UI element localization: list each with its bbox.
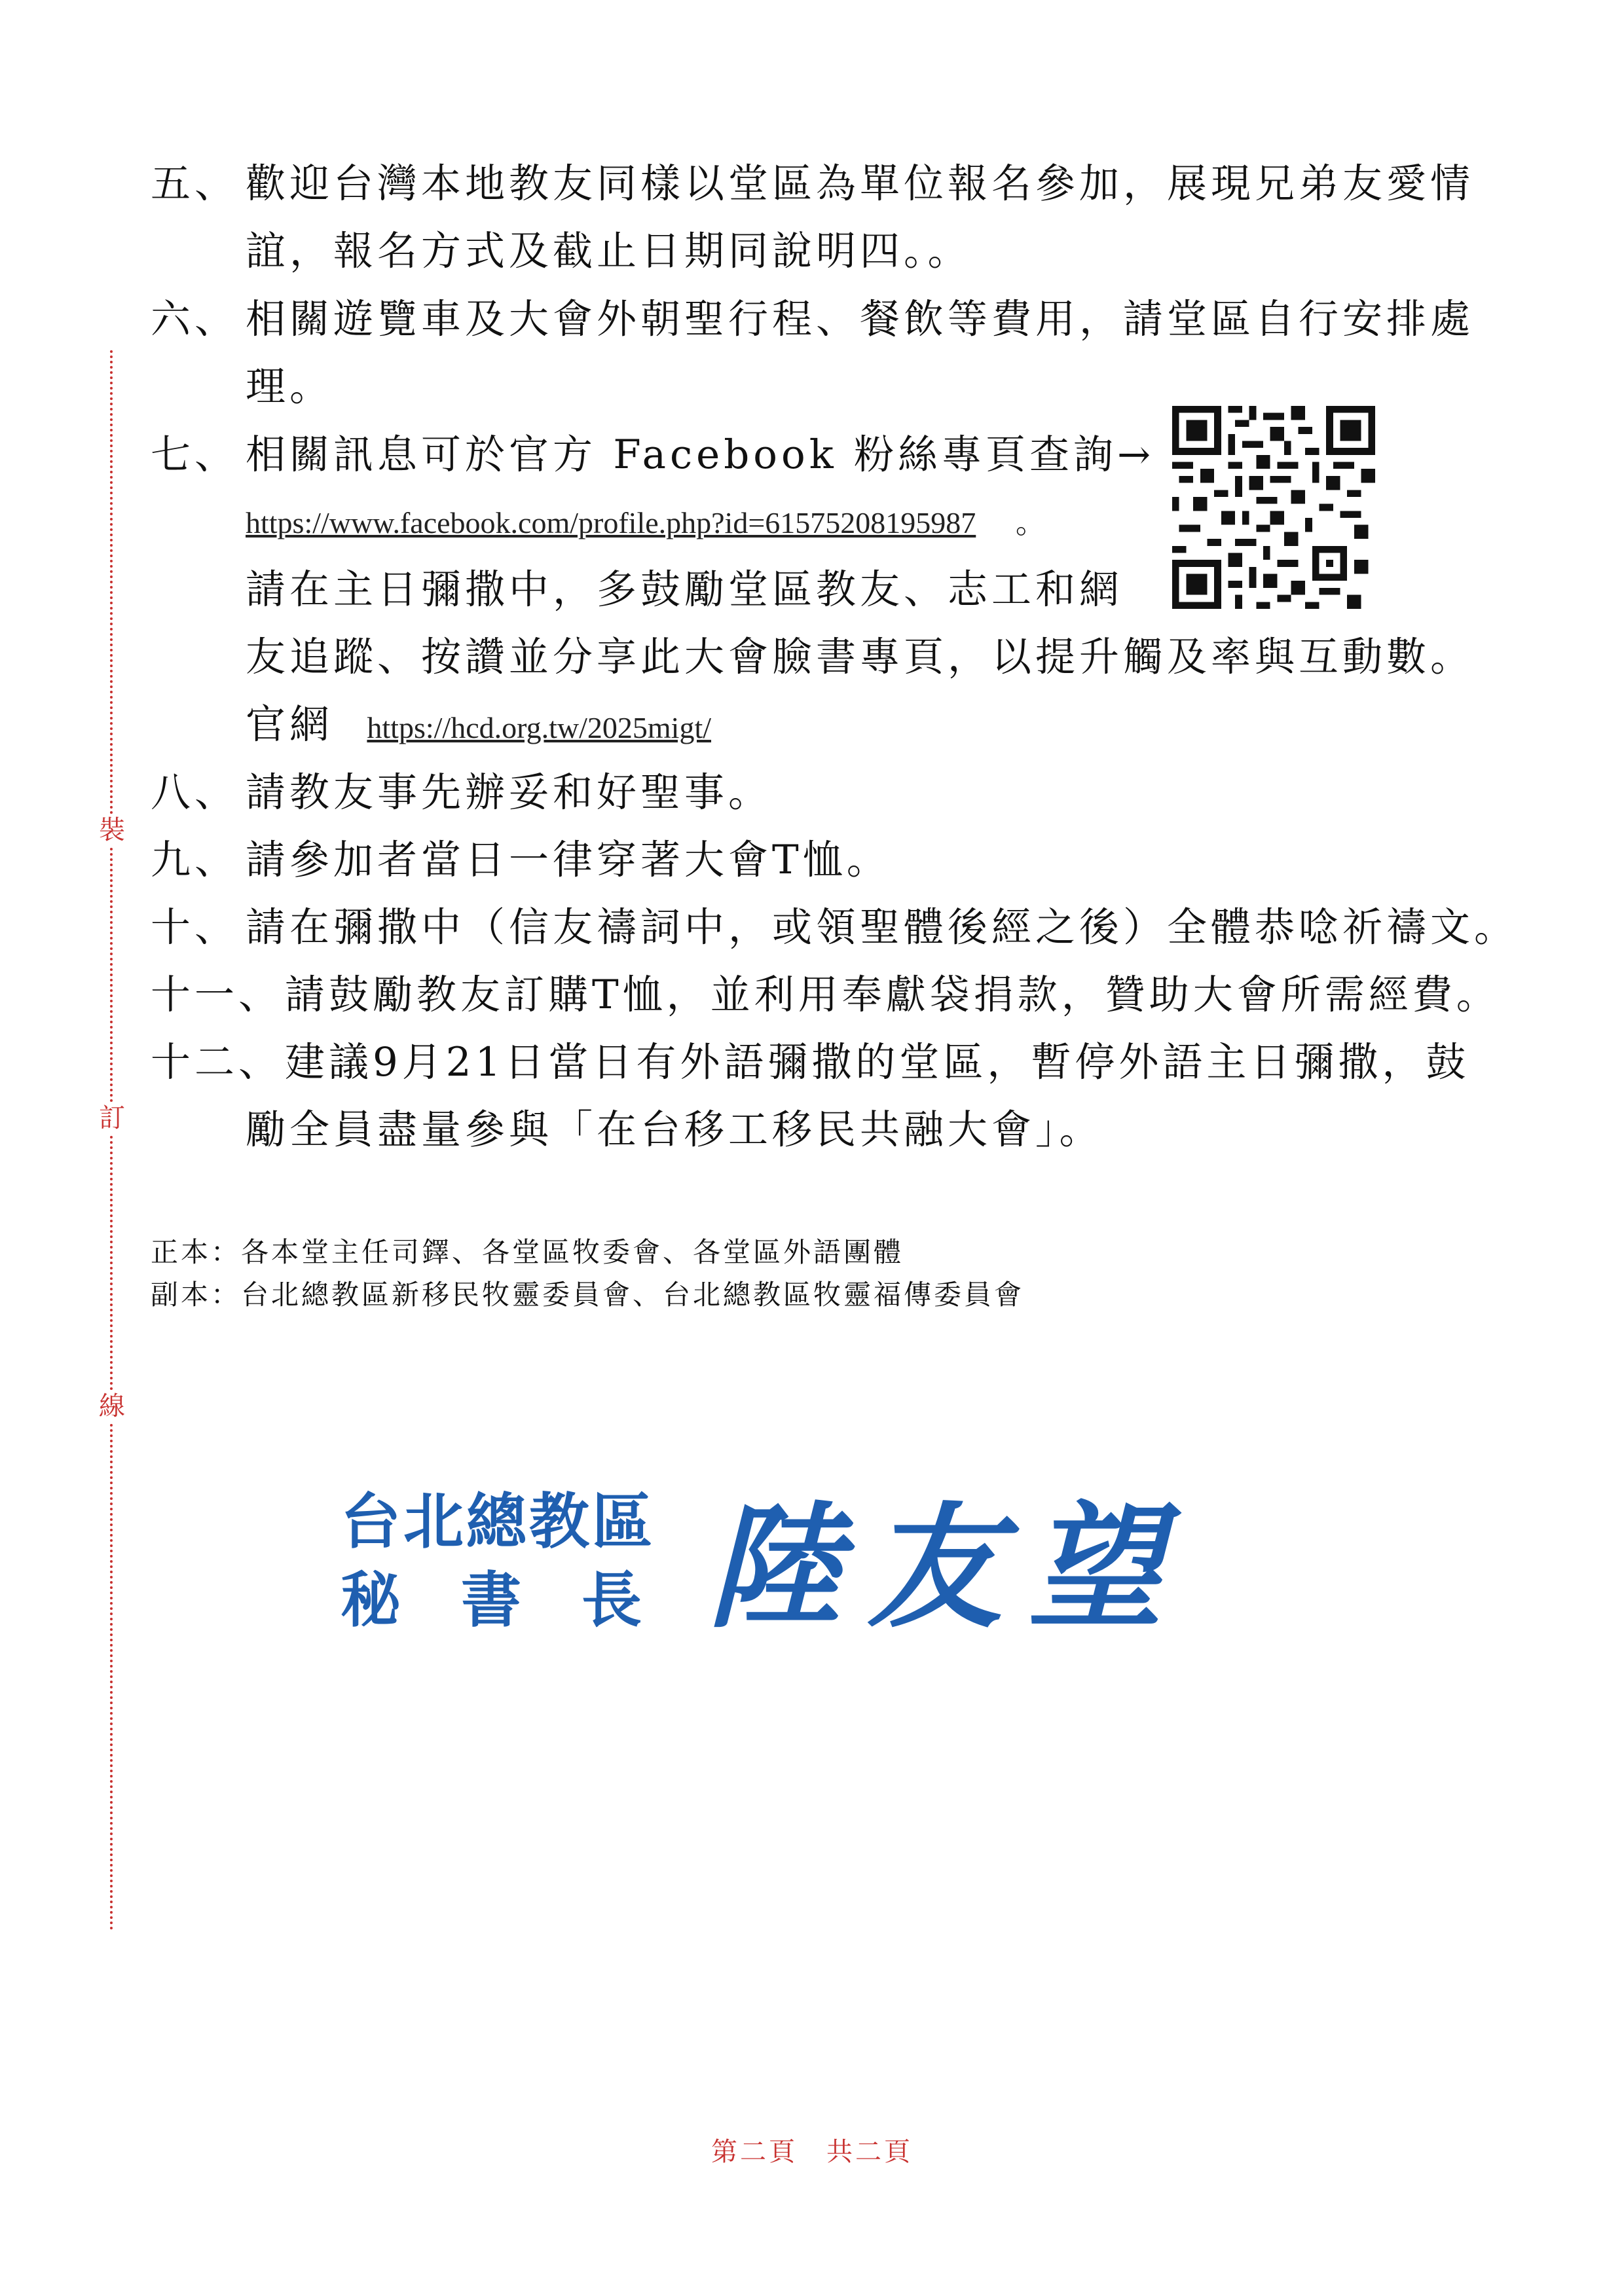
item-number: 十一、 — [151, 972, 283, 1018]
item-11 — [151, 972, 1513, 1021]
item-number: 十、 — [151, 904, 239, 951]
distribution-main: 正本：各本堂主任司鐸、各堂區牧委會、各堂區外語團體 — [151, 1236, 904, 1268]
item-text-line: 相關訊息可於官方 Facebook 粉絲專頁查詢→ — [246, 431, 1155, 478]
seal-title: 秘 書 長 — [341, 1565, 642, 1635]
item-5 — [151, 160, 1513, 275]
item-text-line: 勵全員盡量參與「在台移工移民共融大會」。 — [246, 1106, 1103, 1153]
binding-char-1: 裝 — [99, 815, 125, 845]
facebook-link-suffix: 。 — [1015, 505, 1050, 540]
item-text-line: 誼，報名方式及截止日期同說明四。。 — [246, 228, 972, 274]
item-number: 八、 — [151, 769, 239, 816]
item-text-line: 請教友事先辦妥和好聖事。 — [246, 769, 773, 816]
binding-line — [110, 350, 113, 1931]
item-text-line: 歡迎台灣本地教友同樣以堂區為單位報名參加，展現兄弟友愛情 — [246, 160, 1475, 207]
item-number: 五、 — [151, 160, 239, 207]
distribution-copy: 副本：台北總教區新移民牧靈委員會、台北總教區牧靈福傳委員會 — [151, 1279, 1025, 1311]
item-text-line: 建議9月21日當日有外語彌撒的堂區，暫停外語主日彌撒，鼓 — [285, 1039, 1470, 1085]
website-link[interactable]: https://hcd.org.tw/2025migt/ — [367, 711, 712, 744]
seal-name: 陸友望 — [707, 1489, 1189, 1647]
item-text-line: 請參加者當日一律穿著大會T恤。 — [246, 837, 891, 883]
item-text-line: 友追蹤、按讚並分享此大會臉書專頁，以提升觸及率與互動數。 — [246, 634, 1475, 680]
item-number: 七、 — [151, 431, 239, 478]
qr-code — [1172, 406, 1375, 609]
website-label: 官網 — [246, 701, 334, 748]
binding-char-3: 線 — [99, 1391, 125, 1421]
item-number: 六、 — [151, 296, 239, 342]
item-text-line: 請鼓勵教友訂購T恤，並利用奉獻袋捐款，贊助大會所需經費。 — [285, 972, 1500, 1018]
item-10 — [151, 904, 1519, 953]
item-6 — [151, 296, 1513, 410]
item-text-line: 請在彌撒中（信友禱詞中，或領聖體後經之後）全體恭唸祈禱文。 — [246, 904, 1519, 951]
page-footer: 第二頁 共二頁 — [711, 2137, 913, 2167]
item-text-line: 請在主日彌撒中，多鼓勵堂區教友、志工和網 — [246, 566, 1124, 613]
item-number: 九、 — [151, 837, 239, 883]
binding-char-2: 訂 — [99, 1103, 125, 1133]
item-12 — [151, 1039, 1513, 1154]
facebook-link[interactable]: https://www.facebook.com/profile.php?id=61575208195987 — [246, 506, 976, 539]
item-text-line: 相關遊覽車及大會外朝聖行程、餐飲等費用，請堂區自行安排處 — [246, 296, 1475, 342]
item-text-line: 理。 — [246, 363, 334, 410]
item-9 — [151, 837, 1513, 886]
seal-org: 台北總教區 — [341, 1487, 655, 1557]
item-number: 十二、 — [151, 1039, 283, 1085]
item-8 — [151, 769, 1513, 818]
